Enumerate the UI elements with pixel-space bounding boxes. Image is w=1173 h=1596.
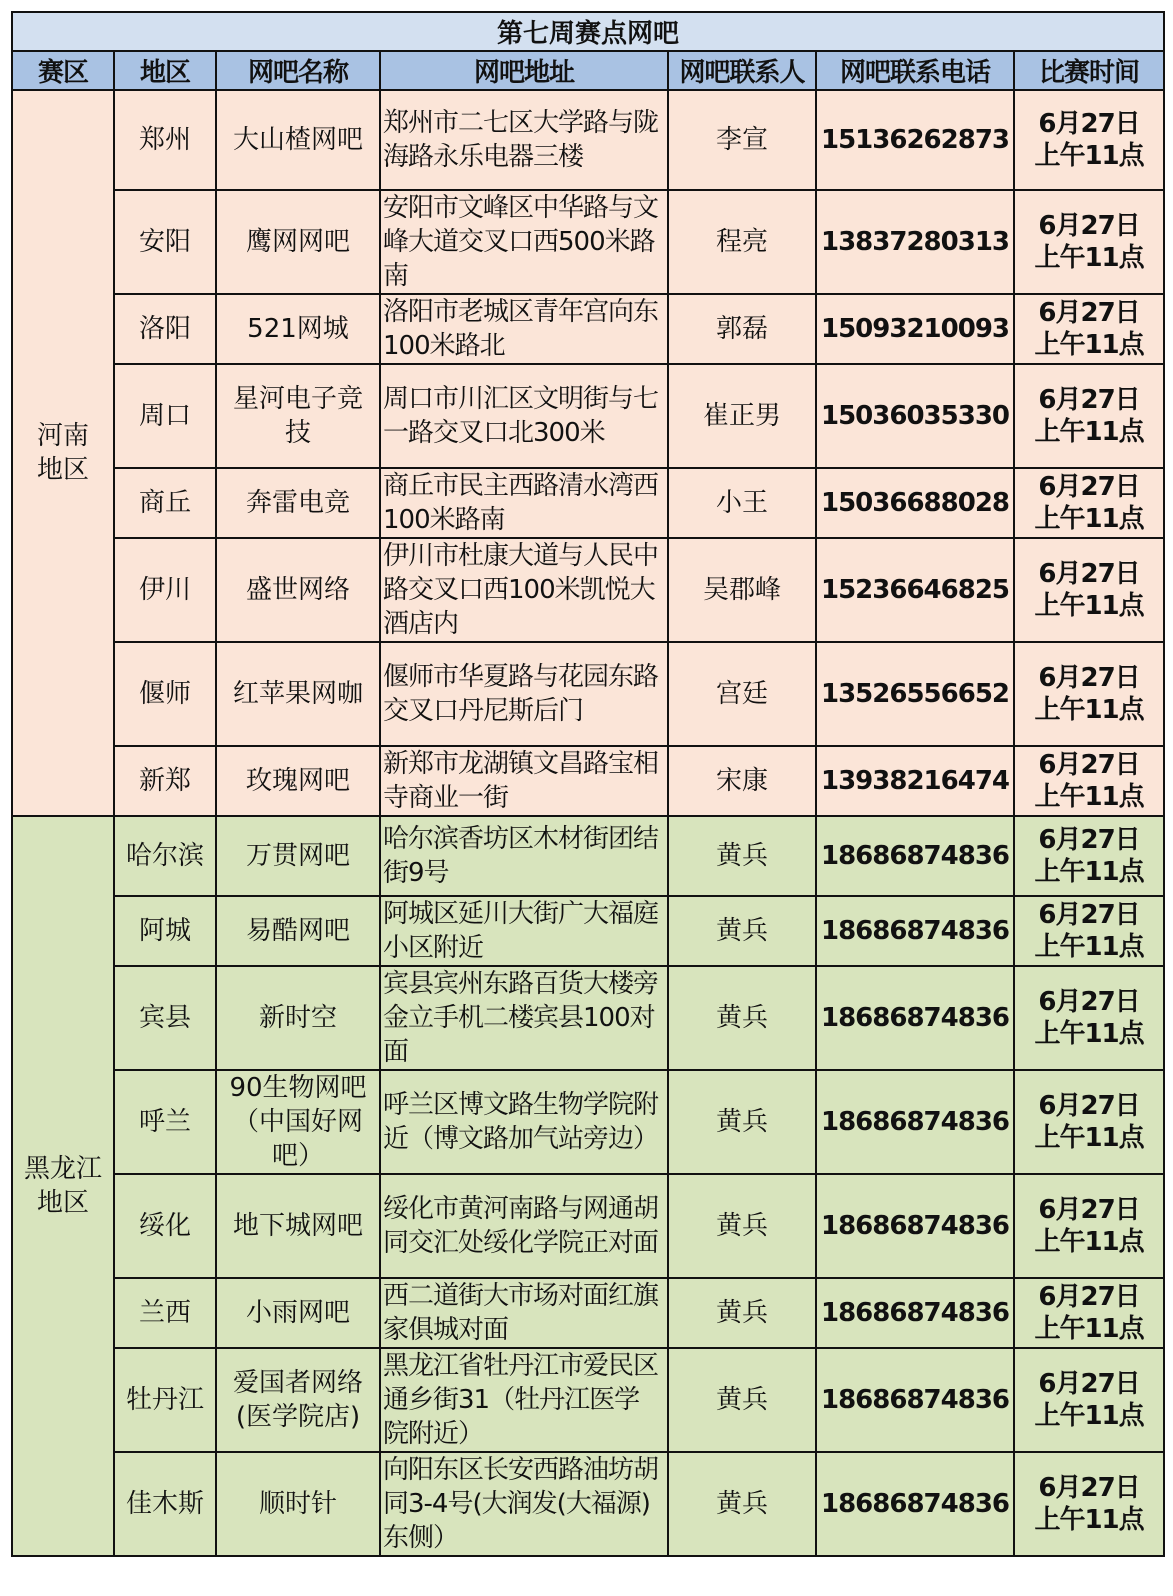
phone-cell: 18686874836 — [816, 1070, 1014, 1174]
phone-cell: 15236646825 — [816, 538, 1014, 642]
area-cell: 周口 — [114, 364, 216, 468]
address-cell: 黑龙江省牡丹江市爱民区通乡街31（牡丹江医学院附近） — [380, 1348, 668, 1452]
table-row — [12, 746, 1164, 816]
phone-cell: 13526556652 — [816, 642, 1014, 746]
match-time-cell: 6月27日 上午11点 — [1014, 642, 1164, 746]
area-cell: 新郑 — [114, 746, 216, 816]
table-row — [12, 1452, 1164, 1556]
phone-cell: 18686874836 — [816, 1278, 1014, 1348]
address-cell: 哈尔滨香坊区木材街团结街9号 — [380, 816, 668, 896]
header-phone: 网吧联系电话 — [816, 51, 1014, 90]
cafe-name-cell: 奔雷电竞 — [216, 468, 380, 538]
cafe-name-cell: 万贯网吧 — [216, 816, 380, 896]
table-row — [12, 364, 1164, 468]
match-time-cell: 6月27日 上午11点 — [1014, 538, 1164, 642]
table-row — [12, 90, 1164, 190]
table-row — [12, 642, 1164, 746]
match-time-cell: 6月27日 上午11点 — [1014, 746, 1164, 816]
address-cell: 洛阳市老城区青年宫向东100米路北 — [380, 294, 668, 364]
cafe-name-cell: 90生物网吧（中国好网吧） — [216, 1070, 380, 1174]
address-cell: 向阳东区长安西路油坊胡同3-4号(大润发(大福源)东侧） — [380, 1452, 668, 1556]
area-cell: 牡丹江 — [114, 1348, 216, 1452]
contact-cell: 黄兵 — [668, 1278, 816, 1348]
address-cell: 周口市川汇区文明街与七一路交叉口北300米 — [380, 364, 668, 468]
match-time-cell: 6月27日 上午11点 — [1014, 1348, 1164, 1452]
cafe-name-cell: 玫瑰网吧 — [216, 746, 380, 816]
header-cafe-address: 网吧地址 — [380, 51, 668, 90]
cafe-name-cell: 红苹果网咖 — [216, 642, 380, 746]
match-time-cell: 6月27日 上午11点 — [1014, 1174, 1164, 1278]
phone-cell: 15093210093 — [816, 294, 1014, 364]
cafe-name-cell: 盛世网络 — [216, 538, 380, 642]
table-row — [12, 538, 1164, 642]
table-row — [12, 896, 1164, 966]
area-cell: 阿城 — [114, 896, 216, 966]
cafe-name-cell: 小雨网吧 — [216, 1278, 380, 1348]
address-cell: 呼兰区博文路生物学院附近（博文路加气站旁边） — [380, 1070, 668, 1174]
match-time-cell: 6月27日 上午11点 — [1014, 1070, 1164, 1174]
area-cell: 呼兰 — [114, 1070, 216, 1174]
cafe-name-cell: 顺时针 — [216, 1452, 380, 1556]
contact-cell: 黄兵 — [668, 816, 816, 896]
match-time-cell: 6月27日 上午11点 — [1014, 966, 1164, 1070]
area-cell: 洛阳 — [114, 294, 216, 364]
cafe-name-cell: 爱国者网络(医学院店) — [216, 1348, 380, 1452]
address-cell: 西二道街大市场对面红旗家俱城对面 — [380, 1278, 668, 1348]
area-cell: 佳木斯 — [114, 1452, 216, 1556]
match-time-cell: 6月27日 上午11点 — [1014, 896, 1164, 966]
cafe-name-cell: 地下城网吧 — [216, 1174, 380, 1278]
table-row — [12, 294, 1164, 364]
contact-cell: 宋康 — [668, 746, 816, 816]
address-cell: 伊川市杜康大道与人民中路交叉口西100米凯悦大酒店内 — [380, 538, 668, 642]
phone-cell: 13837280313 — [816, 190, 1014, 294]
contact-cell: 黄兵 — [668, 1348, 816, 1452]
header-cafe-name: 网吧名称 — [216, 51, 380, 90]
match-time-cell: 6月27日 上午11点 — [1014, 816, 1164, 896]
contact-cell: 宫廷 — [668, 642, 816, 746]
table-row — [12, 1070, 1164, 1174]
cafe-name-cell: 大山楂网吧 — [216, 90, 380, 190]
contact-cell: 黄兵 — [668, 896, 816, 966]
table-row — [12, 966, 1164, 1070]
match-time-cell: 6月27日 上午11点 — [1014, 1278, 1164, 1348]
address-cell: 阿城区延川大街广大福庭小区附近 — [380, 896, 668, 966]
address-cell: 新郑市龙湖镇文昌路宝相寺商业一街 — [380, 746, 668, 816]
phone-cell: 15036035330 — [816, 364, 1014, 468]
division-cell: 河南 地区 — [12, 90, 114, 816]
phone-cell: 15036688028 — [816, 468, 1014, 538]
table-row — [12, 1278, 1164, 1348]
phone-cell: 18686874836 — [816, 896, 1014, 966]
header-area: 地区 — [114, 51, 216, 90]
cafe-name-cell: 易酷网吧 — [216, 896, 380, 966]
phone-cell: 18686874836 — [816, 1452, 1014, 1556]
contact-cell: 郭磊 — [668, 294, 816, 364]
table-row — [12, 1348, 1164, 1452]
header-contact: 网吧联系人 — [668, 51, 816, 90]
address-cell: 偃师市华夏路与花园东路交叉口丹尼斯后门 — [380, 642, 668, 746]
match-time-cell: 6月27日 上午11点 — [1014, 364, 1164, 468]
contact-cell: 黄兵 — [668, 1174, 816, 1278]
address-cell: 郑州市二七区大学路与陇海路永乐电器三楼 — [380, 90, 668, 190]
address-cell: 宾县宾州东路百货大楼旁金立手机二楼宾县100对面 — [380, 966, 668, 1070]
phone-cell: 13938216474 — [816, 746, 1014, 816]
table-row — [12, 468, 1164, 538]
contact-cell: 小王 — [668, 468, 816, 538]
address-cell: 绥化市黄河南路与网通胡同交汇处绥化学院正对面 — [380, 1174, 668, 1278]
cafe-name-cell: 521网城 — [216, 294, 380, 364]
area-cell: 郑州 — [114, 90, 216, 190]
match-time-cell: 6月27日 上午11点 — [1014, 90, 1164, 190]
contact-cell: 黄兵 — [668, 1452, 816, 1556]
table-row — [12, 1174, 1164, 1278]
area-cell: 哈尔滨 — [114, 816, 216, 896]
cafe-name-cell: 星河电子竞技 — [216, 364, 380, 468]
contact-cell: 吴郡峰 — [668, 538, 816, 642]
phone-cell: 18686874836 — [816, 1348, 1014, 1452]
area-cell: 绥化 — [114, 1174, 216, 1278]
phone-cell: 18686874836 — [816, 1174, 1014, 1278]
area-cell: 安阳 — [114, 190, 216, 294]
table-row — [12, 816, 1164, 896]
match-time-cell: 6月27日 上午11点 — [1014, 294, 1164, 364]
area-cell: 兰西 — [114, 1278, 216, 1348]
contact-cell: 李宣 — [668, 90, 816, 190]
match-time-cell: 6月27日 上午11点 — [1014, 468, 1164, 538]
phone-cell: 18686874836 — [816, 816, 1014, 896]
contact-cell: 崔正男 — [668, 364, 816, 468]
header-match-time: 比赛时间 — [1014, 51, 1164, 90]
header-division: 赛区 — [12, 51, 114, 90]
phone-cell: 18686874836 — [816, 966, 1014, 1070]
address-cell: 商丘市民主西路清水湾西100米路南 — [380, 468, 668, 538]
area-cell: 宾县 — [114, 966, 216, 1070]
table-title: 第七周赛点网吧 — [12, 12, 1164, 51]
match-time-cell: 6月27日 上午11点 — [1014, 190, 1164, 294]
division-cell: 黑龙江 地区 — [12, 816, 114, 1556]
venue-table — [11, 11, 1165, 1557]
address-cell: 安阳市文峰区中华路与文峰大道交叉口西500米路南 — [380, 190, 668, 294]
contact-cell: 黄兵 — [668, 966, 816, 1070]
table-row — [12, 190, 1164, 294]
contact-cell: 黄兵 — [668, 1070, 816, 1174]
contact-cell: 程亮 — [668, 190, 816, 294]
area-cell: 偃师 — [114, 642, 216, 746]
phone-cell: 15136262873 — [816, 90, 1014, 190]
cafe-name-cell: 新时空 — [216, 966, 380, 1070]
cafe-name-cell: 鹰网网吧 — [216, 190, 380, 294]
area-cell: 伊川 — [114, 538, 216, 642]
area-cell: 商丘 — [114, 468, 216, 538]
match-time-cell: 6月27日 上午11点 — [1014, 1452, 1164, 1556]
